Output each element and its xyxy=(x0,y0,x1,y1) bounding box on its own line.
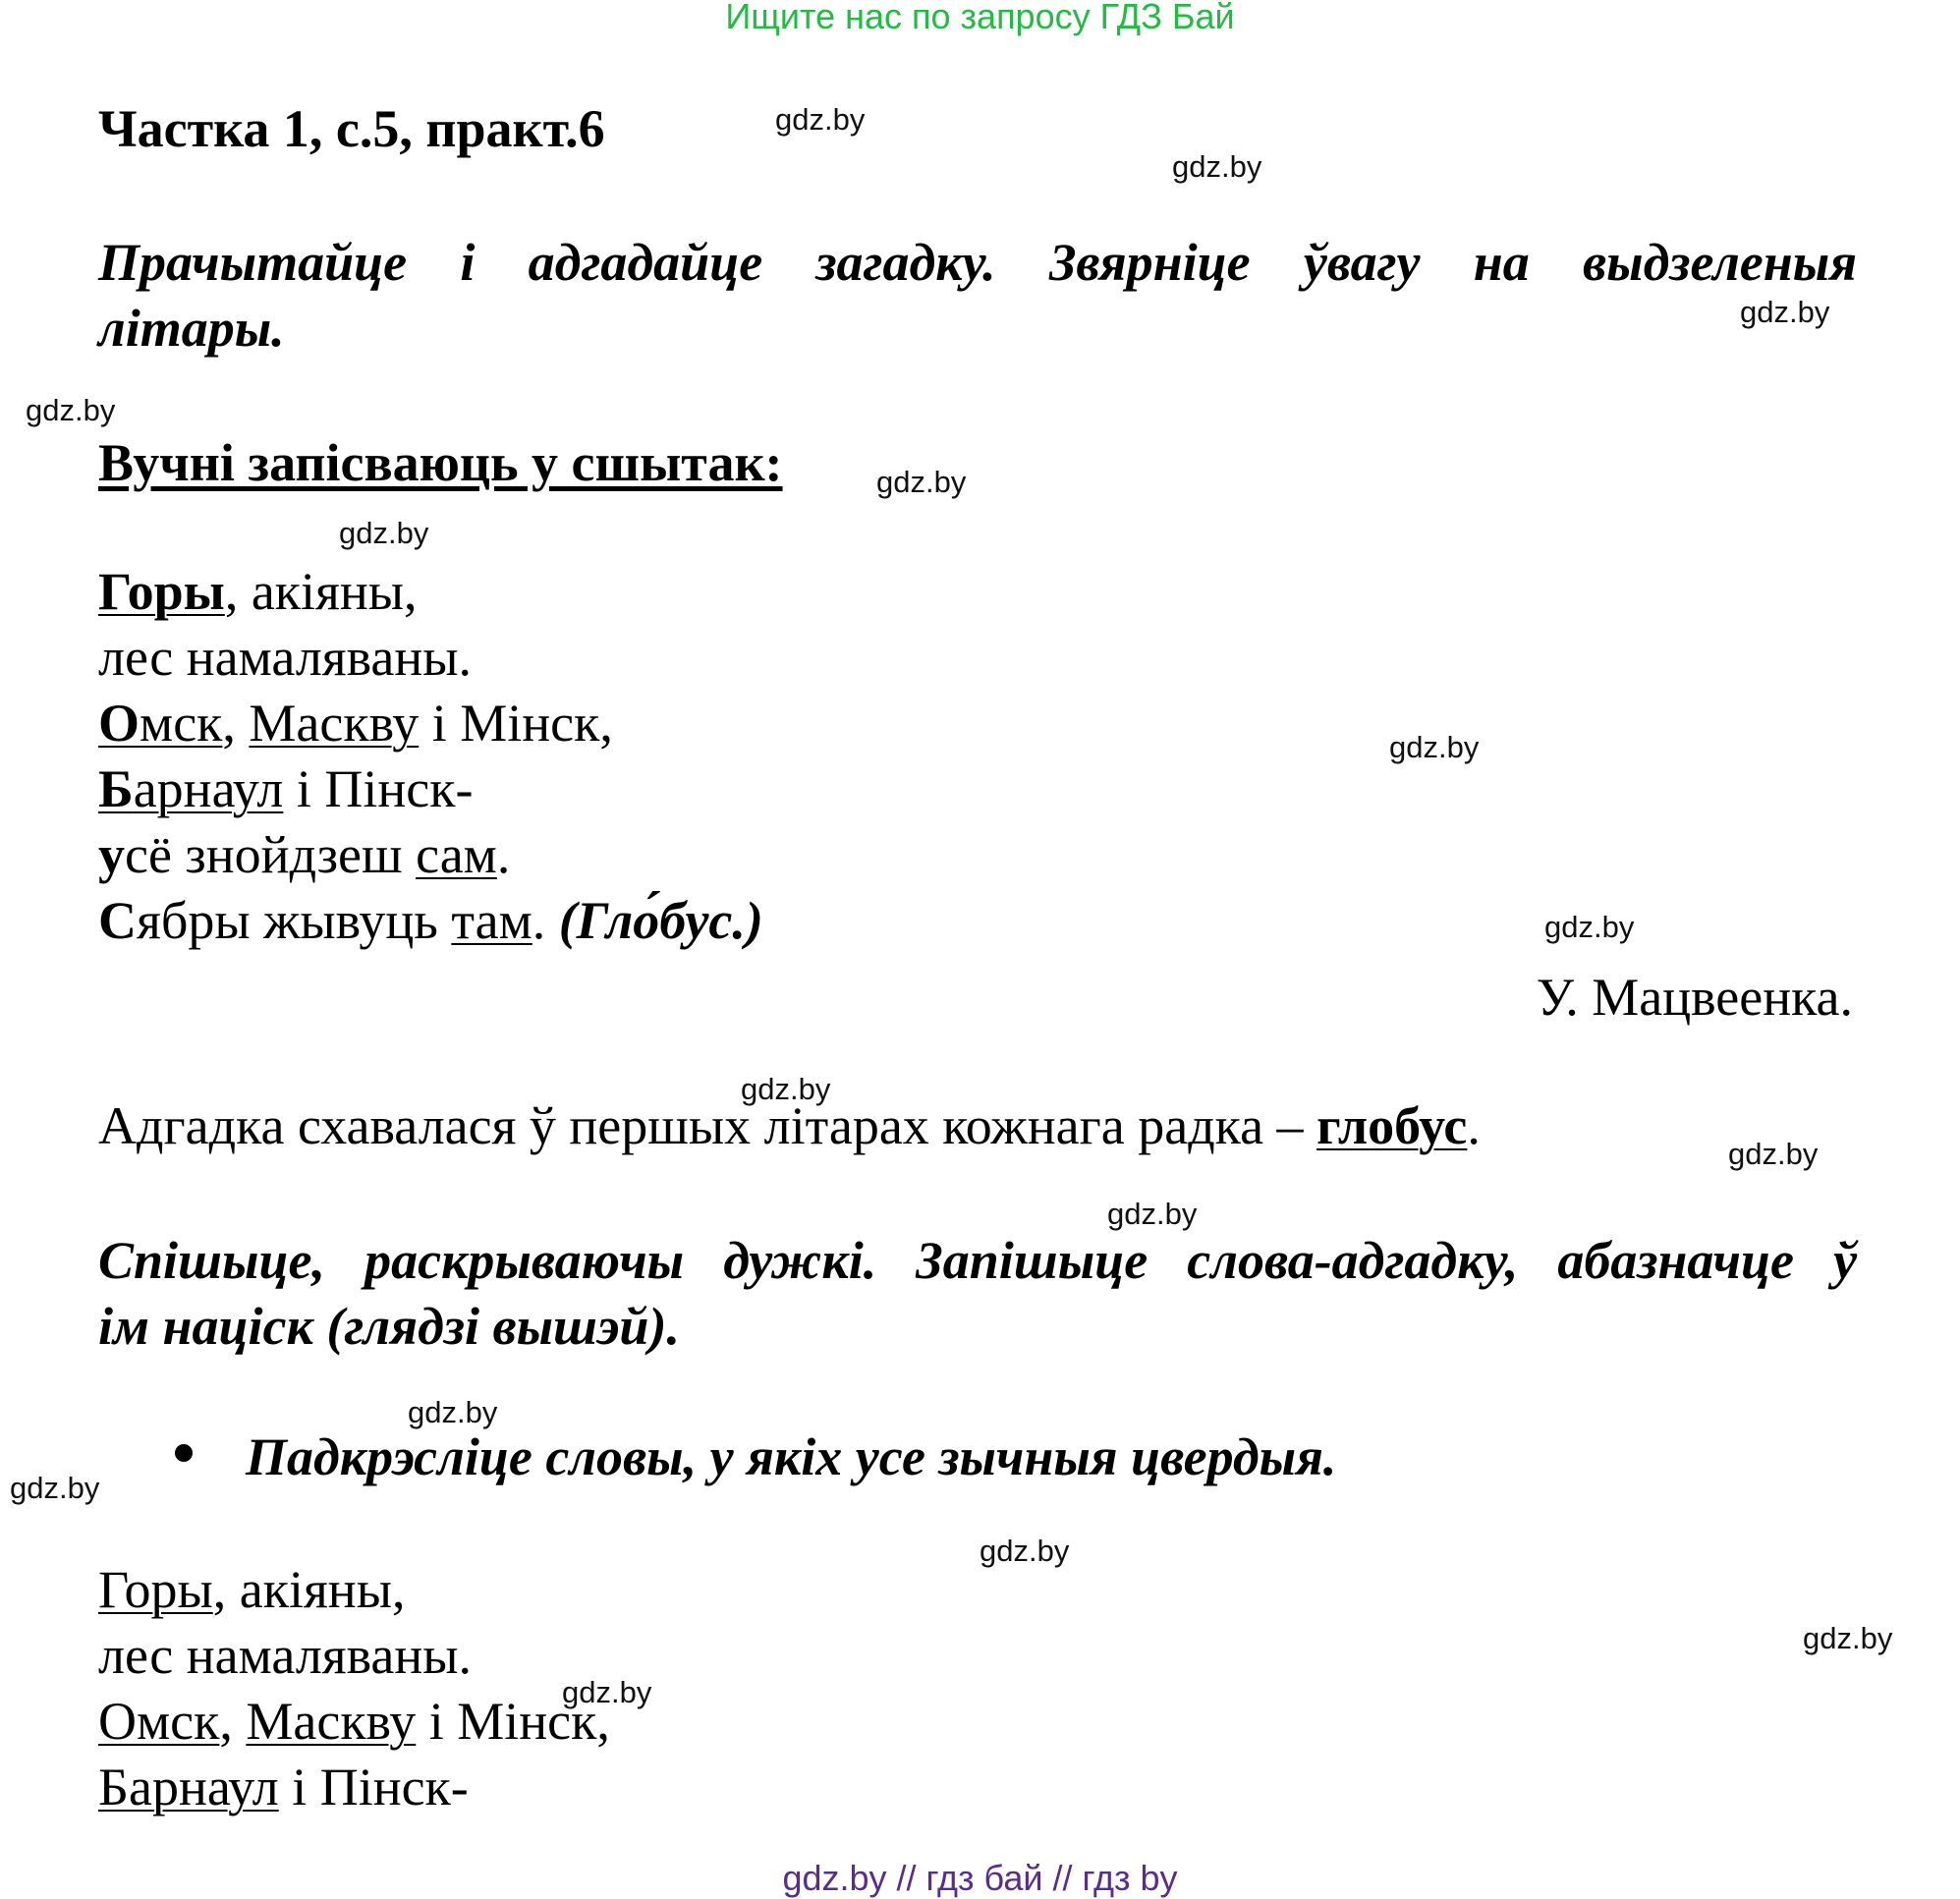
poem-line xyxy=(98,1689,610,1755)
underlined-word: Горы xyxy=(98,1560,213,1619)
word: Запішыце xyxy=(916,1231,1148,1290)
watermark: gdz.by xyxy=(1107,1197,1198,1231)
word: дужкі. xyxy=(723,1231,877,1290)
poem-text: , xyxy=(219,1692,247,1751)
bullet-icon xyxy=(175,1444,193,1462)
watermark: gdz.by xyxy=(741,1072,831,1106)
watermark: gdz.by xyxy=(1740,295,1830,329)
poem-line: лес намаляваны. xyxy=(98,1626,473,1685)
watermark: gdz.by xyxy=(562,1675,652,1709)
poem-line: лес намаляваны. xyxy=(98,628,473,687)
word: ўвагу xyxy=(1303,233,1421,292)
word: ў xyxy=(1833,1231,1858,1290)
section-subheading: Вучні запісваюць у сшытак: xyxy=(98,433,783,492)
watermark: gdz.by xyxy=(26,393,116,427)
watermark: gdz.by xyxy=(1172,149,1262,184)
poem-text: і Пінск- xyxy=(278,1758,469,1816)
word: на xyxy=(1473,233,1530,292)
word: адгадайце xyxy=(528,233,763,292)
watermark: gdz.by xyxy=(1728,1137,1819,1171)
bullet-instruction: Падкрэсліце словы, у якіх усе зычныя цвердыя. xyxy=(246,1427,1337,1486)
top-banner: Ищите нас по запросу ГДЗ Бай xyxy=(725,0,1235,36)
word: Прачытайце xyxy=(98,233,408,292)
poem-text: . xyxy=(532,891,559,950)
underlined-word xyxy=(98,694,222,753)
underlined-word: Маскву xyxy=(246,1692,417,1751)
instruction-1-line-1 xyxy=(98,232,1857,293)
poem-author: У. Мацвеенка. xyxy=(1536,968,1853,1027)
word: раскрываючы xyxy=(364,1231,685,1290)
watermark: gdz.by xyxy=(980,1534,1070,1568)
instruction-2-line-1 xyxy=(98,1230,1857,1291)
answer-word: глобус xyxy=(1316,1096,1468,1155)
poem-text: . xyxy=(496,825,511,884)
watermark: gdz.by xyxy=(10,1471,100,1505)
answer-line xyxy=(98,1095,1481,1156)
highlighted-letter: у xyxy=(98,825,125,884)
poem-text: , акіяны, xyxy=(212,1560,406,1619)
word: Спішыце, xyxy=(98,1231,326,1290)
poem-text: і Пінск- xyxy=(283,759,474,818)
poem-line xyxy=(98,822,763,888)
watermark: gdz.by xyxy=(876,465,967,499)
underlined-word: Омск xyxy=(98,1692,220,1751)
word: загадку. xyxy=(815,233,996,292)
watermark: gdz.by xyxy=(775,102,866,137)
underlined-word: там xyxy=(451,891,532,950)
watermark: gdz.by xyxy=(408,1395,498,1429)
poem-text: арнаул xyxy=(133,759,284,818)
instruction-2-line-2: ім націск (глядзі вышэй). xyxy=(98,1297,680,1356)
highlighted-letter: Б xyxy=(98,759,134,818)
watermark: gdz.by xyxy=(1544,910,1635,944)
word: слова-адгадку, xyxy=(1187,1231,1519,1290)
poem-text: сё знойдзеш xyxy=(125,825,417,884)
watermark: gdz.by xyxy=(339,516,429,550)
watermark: gdz.by xyxy=(1803,1621,1893,1655)
poem-line xyxy=(98,1755,610,1820)
instruction-1-line-2: літары. xyxy=(98,299,285,358)
answer-text: Адгадка схавалася ў першых літарах кожнага радка – xyxy=(98,1096,1317,1155)
watermark: gdz.by xyxy=(1389,730,1480,764)
answer-text: . xyxy=(1467,1096,1481,1155)
poem-line xyxy=(98,559,763,625)
poem-text: , акіяны, xyxy=(224,562,418,621)
poem-text: мск xyxy=(140,694,223,753)
riddle-answer: (Гло́бус.) xyxy=(558,891,763,950)
underlined-word: сам xyxy=(416,825,497,884)
word: і xyxy=(460,233,476,292)
poem-line xyxy=(98,691,763,756)
highlighted-letter: С xyxy=(98,891,137,950)
underlined-word xyxy=(98,759,283,818)
underlined-word: Маскву xyxy=(249,694,420,753)
poem-line xyxy=(98,888,763,954)
page-title: Частка 1, с.5, практ.6 xyxy=(98,99,605,158)
word: Звярніце xyxy=(1048,233,1251,292)
poem-text: , xyxy=(222,694,250,753)
poem-riddle xyxy=(98,559,763,954)
word: абазначце xyxy=(1557,1231,1795,1290)
poem-answer xyxy=(98,1557,610,1820)
poem-line xyxy=(98,756,763,822)
bottom-banner: gdz.by // гдз бай // гдз by xyxy=(782,1858,1178,1898)
poem-text: і Мінск, xyxy=(416,1692,610,1751)
highlighted-letter: О xyxy=(98,694,140,753)
underlined-word: Горы xyxy=(98,562,225,621)
underlined-word: Барнаул xyxy=(98,1758,279,1816)
word: выдзеленыя xyxy=(1583,233,1858,292)
poem-text: ябры жывуць xyxy=(137,891,452,950)
poem-text: і Мінск, xyxy=(419,694,613,753)
poem-line xyxy=(98,1557,610,1623)
